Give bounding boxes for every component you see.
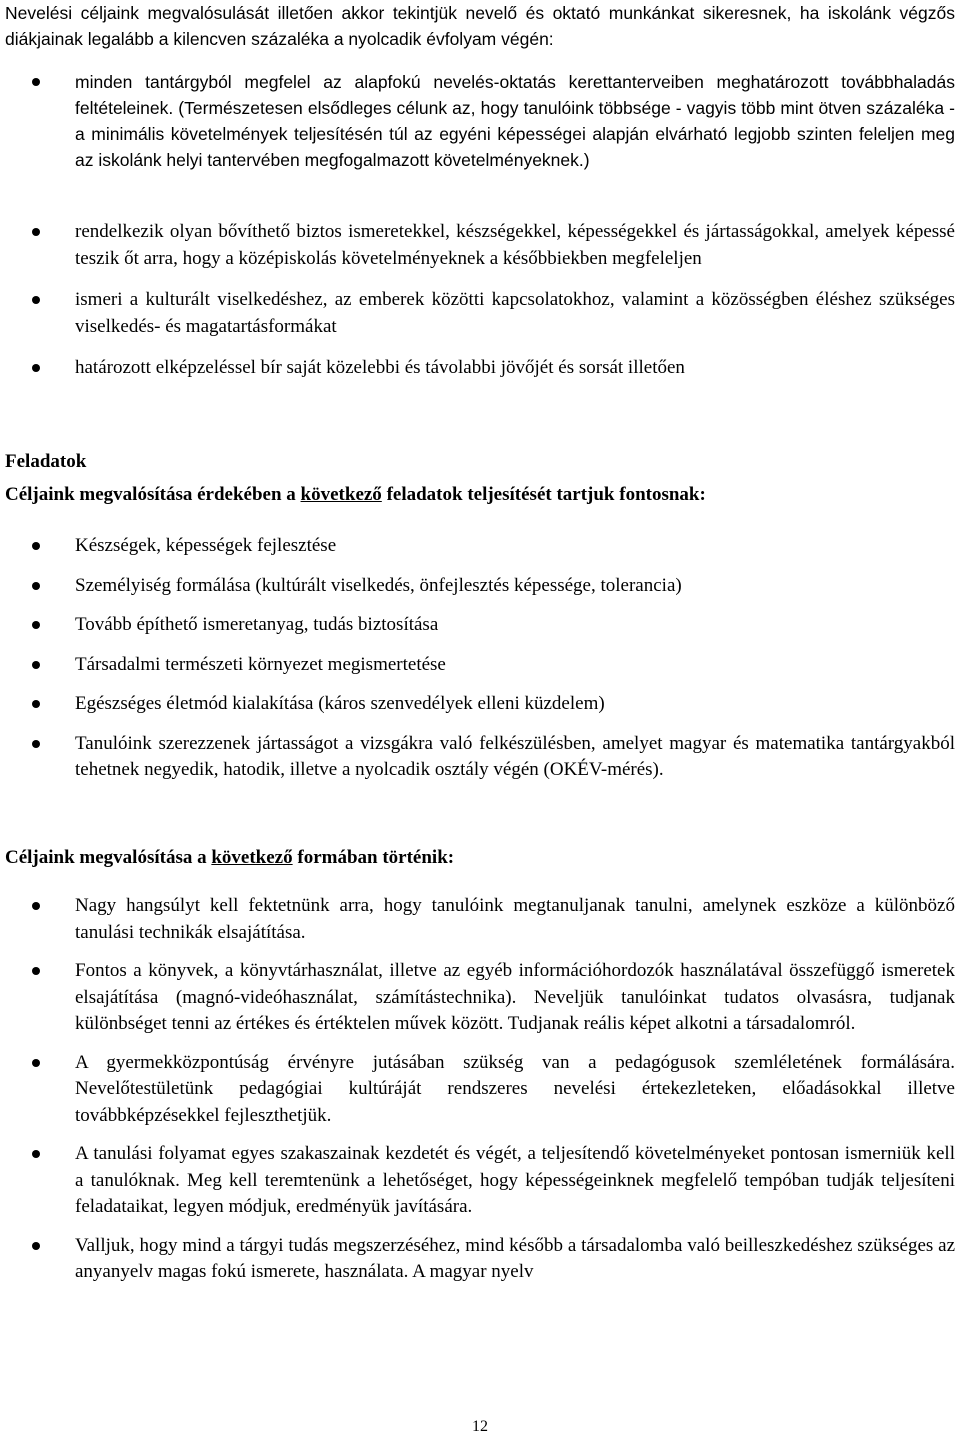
list-item-text: rendelkezik olyan bővíthető biztos ismeretekkel, készségekkel, képességekkel és jártasságokkal, amelyek képessé teszik őt arra, hogy a középiskolás követelményeknek a későbbiekben megfeleljen — [75, 221, 955, 269]
list-item — [0, 69, 960, 173]
list-item — [0, 1050, 960, 1130]
bullet-icon — [32, 967, 40, 975]
intro-paragraph: Nevelési céljaink megvalósulását illetően akkor tekintjük nevelő és oktató munkánkat sikeresnek, ha iskolánk végzős diákjainak legalább a kilencven százaléka a nyolcadik évfolyam végén: — [5, 3, 955, 49]
bullet-icon — [32, 661, 40, 669]
bullet-icon — [32, 740, 40, 748]
list-item — [0, 731, 960, 784]
bullet-icon — [32, 1242, 40, 1250]
list-item-text: Személyiség formálása (kultúrált viselkedés, önfejlesztés képessége, tolerancia) — [75, 574, 682, 596]
form-heading-underlined: következő — [211, 847, 293, 868]
tasks-list — [0, 533, 960, 784]
tasks-subheading-suffix: feladatok teljesítését tartjuk fontosnak: — [381, 484, 706, 505]
list-item-text: A tanulási folyamat egyes szakaszainak kezdetét és végét, a teljesítendő követelményeket pontosan ismerniük kell a tanulóknak. Meg kell teremtenünk a lehetőséget, hogy képességeinknek megfelelő tempóban tudják teljesíteni feladataikat, legyen módjuk, eredményük javítására. — [75, 1143, 955, 1217]
goals-list-continued — [0, 219, 960, 382]
bullet-icon — [32, 902, 40, 910]
list-item-text: A gyermekközpontúság érvényre jutásában szükség van a pedagógusok szemléletének formálására. Nevelőtestületünk pedagógiai kultúráját rendszeres nevelési értekezleteken, előadásokkal illetve továbbképzésekkel fejleszthetjük. — [75, 1051, 955, 1126]
page-number: 12 — [472, 1418, 488, 1435]
bullet-icon — [32, 1150, 40, 1158]
tasks-subheading-prefix: Céljaink megvalósítása érdekében a — [5, 484, 301, 505]
tasks-subheading-underlined: következő — [300, 484, 382, 505]
form-heading-suffix: formában történik: — [292, 847, 455, 868]
bullet-icon — [32, 621, 40, 629]
list-item-text: határozott elképzeléssel bír saját közelebbi és távolabbi jövőjét és sorsát illetően — [75, 357, 685, 378]
list-item — [0, 1141, 960, 1221]
list-item — [0, 612, 960, 639]
list-item-text: ismeri a kulturált viselkedéshez, az emberek közötti kapcsolatokhoz, valamint a közösségben éléshez szükséges viselkedés- és magatartásformákat — [75, 289, 955, 337]
list-item — [0, 533, 960, 560]
bullet-icon — [32, 296, 40, 304]
list-item-text: Tanulóink szerezzenek jártasságot a vizsgákra való felkészülésben, amelyet magyar és matematika tantárgyakból tehetnek negyedik, hatodik, illetve a nyolcadik osztály végén (OKÉV-mérés). — [75, 732, 955, 780]
forms-list — [0, 893, 960, 1286]
tasks-heading: Feladatok — [5, 451, 87, 472]
list-item — [0, 1233, 960, 1286]
form-heading — [5, 847, 454, 869]
bullet-icon — [32, 700, 40, 708]
list-item — [0, 691, 960, 718]
bullet-icon — [32, 78, 40, 86]
list-item — [0, 893, 960, 946]
list-item — [0, 287, 960, 340]
goals-list — [0, 69, 960, 187]
list-item-text: Készségek, képességek fejlesztése — [75, 535, 337, 556]
bullet-icon — [32, 228, 40, 236]
list-item — [0, 652, 960, 679]
tasks-subheading — [5, 484, 706, 506]
list-item — [0, 219, 960, 272]
list-item-text: Tovább építhető ismeretanyag, tudás biztosítása — [75, 614, 439, 635]
list-item-text: minden tantárgyból megfelel az alapfokú nevelés-oktatás kerettanterveiben meghatározott továbbhaladás feltételeinek. (Természetesen elsődleges célunk az, hogy tanulóink többsége - vagyis több mint ötven százaléka - a minimális követelmények teljesítésén túl az egyéni képességei alapján elvárható legjobb szinten feleljen meg az iskolánk helyi tantervében megfogalmazott követelményeknek.) — [75, 72, 955, 170]
form-heading-prefix: Céljaink megvalósítása a — [5, 847, 212, 868]
bullet-icon — [32, 582, 40, 590]
list-item-text: Valljuk, hogy mind a tárgyi tudás megszerzéséhez, mind később a társadalomba való beilleszkedéshez szükséges az anyanyelv magas fokú ismerete, használata. A magyar nyelv — [75, 1234, 955, 1282]
list-item — [0, 958, 960, 1038]
list-item — [0, 355, 960, 382]
list-item-text: Társadalmi természeti környezet megismertetése — [75, 653, 446, 675]
list-item-text: Nagy hangsúlyt kell fektetnünk arra, hogy tanulóink megtanuljanak tanulni, amelynek eszköze a különböző tanulási technikák elsajátítása. — [75, 895, 955, 943]
bullet-icon — [32, 1059, 40, 1067]
list-item-text: Fontos a könyvek, a könyvtárhasználat, illetve az egyéb információhordozók használatával összefüggő ismeretek elsajátítása (magnó-videóhasználat, számítástechnika). Neveljük tanulóinkat tudatos olvasásra, tudjanak különbséget tenni az értékes és értéktelen művek között. Tudjanak reális képet alkotni a társadalomról. — [75, 960, 955, 1034]
list-item — [0, 573, 960, 600]
bullet-icon — [32, 542, 40, 550]
bullet-icon — [32, 364, 40, 372]
list-item-text: Egészséges életmód kialakítása (káros szenvedélyek elleni küzdelem) — [75, 693, 605, 714]
